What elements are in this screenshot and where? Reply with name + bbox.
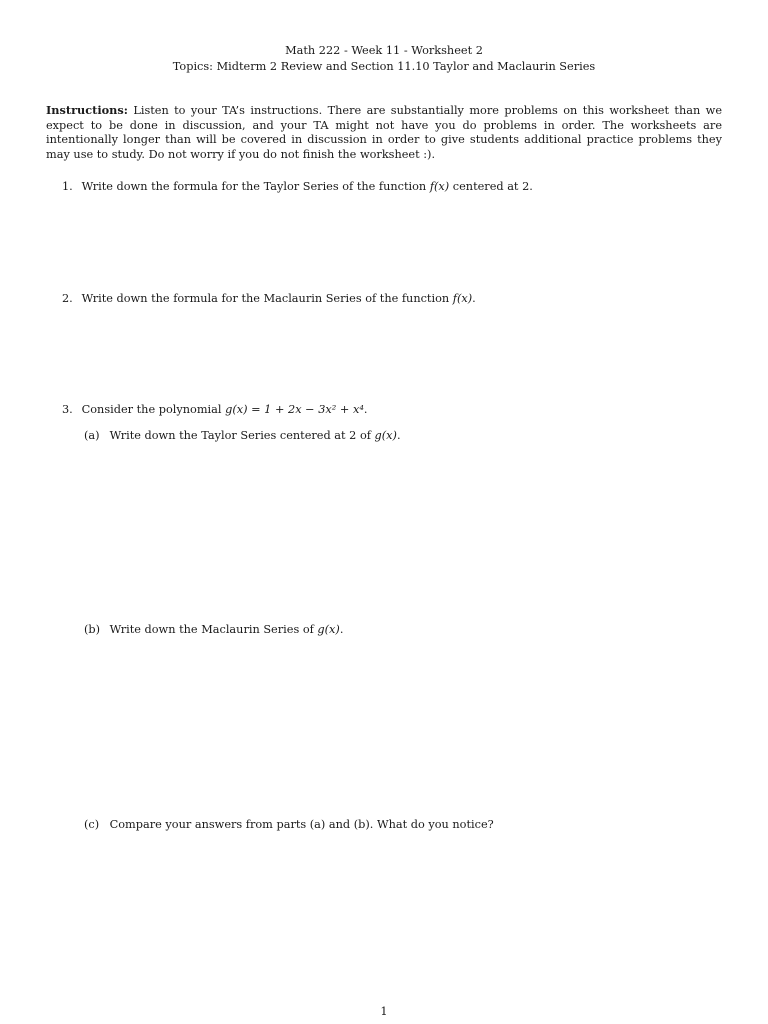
problem-3c-label: (c) bbox=[84, 818, 100, 831]
problem-1 bbox=[62, 180, 533, 194]
problem-3b-text-before: Write down the Maclaurin Series of bbox=[109, 623, 318, 636]
problem-3c-text: Compare your answers from parts (a) and (b). What do you notice? bbox=[109, 818, 494, 831]
problem-2-text-after: . bbox=[472, 292, 476, 305]
problem-3-text-after: . bbox=[363, 403, 368, 416]
page-number: 1 bbox=[380, 1005, 388, 1018]
problem-3b bbox=[84, 623, 343, 637]
problem-3b-text-after: . bbox=[339, 623, 344, 636]
problem-3c bbox=[84, 818, 494, 832]
problem-3-math: g(x) = 1 + 2x − 3x² + x⁴ bbox=[225, 403, 364, 416]
instructions-paragraph bbox=[46, 103, 722, 162]
worksheet-title: Math 222 - Week 11 - Worksheet 2 bbox=[285, 44, 483, 57]
problem-3b-label: (b) bbox=[84, 623, 101, 636]
instructions-label: Instructions: bbox=[46, 103, 128, 117]
instructions-text: Listen to your TA’s instructions. There are substantially more problems on this worksheet than we expect to be done in discussion, and your TA might not have you do problems in order. The worksheets are intentionally longer than will be covered in discussion in order to give students additional practice problems they may use to study. Do not worry if you do not finish the worksheet :). bbox=[46, 104, 723, 161]
problem-3a-math: g(x) bbox=[374, 429, 397, 442]
problem-3b-math: g(x) bbox=[317, 623, 340, 636]
problem-2 bbox=[62, 292, 476, 306]
problem-3a bbox=[84, 429, 401, 443]
problem-2-text-before: Write down the formula for the Maclaurin Series of the function bbox=[81, 292, 453, 305]
worksheet-topics: Topics: Midterm 2 Review and Section 11.10 Taylor and Maclaurin Series bbox=[172, 60, 596, 73]
problem-2-number: 2. bbox=[62, 292, 73, 305]
problem-1-text-after: centered at 2. bbox=[449, 180, 533, 193]
problem-1-text-before: Write down the formula for the Taylor Series of the function bbox=[81, 180, 430, 193]
problem-3a-label: (a) bbox=[84, 429, 100, 442]
problem-1-math: f(x) bbox=[429, 180, 450, 193]
problem-3-text-before: Consider the polynomial bbox=[81, 403, 226, 416]
problem-1-number: 1. bbox=[62, 180, 73, 193]
problem-3 bbox=[62, 403, 367, 417]
problem-2-math: f(x) bbox=[452, 292, 473, 305]
problem-3a-text-after: . bbox=[396, 429, 401, 442]
problem-3a-text-before: Write down the Taylor Series centered at 2 of bbox=[109, 429, 375, 442]
problem-3-number: 3. bbox=[62, 403, 73, 416]
